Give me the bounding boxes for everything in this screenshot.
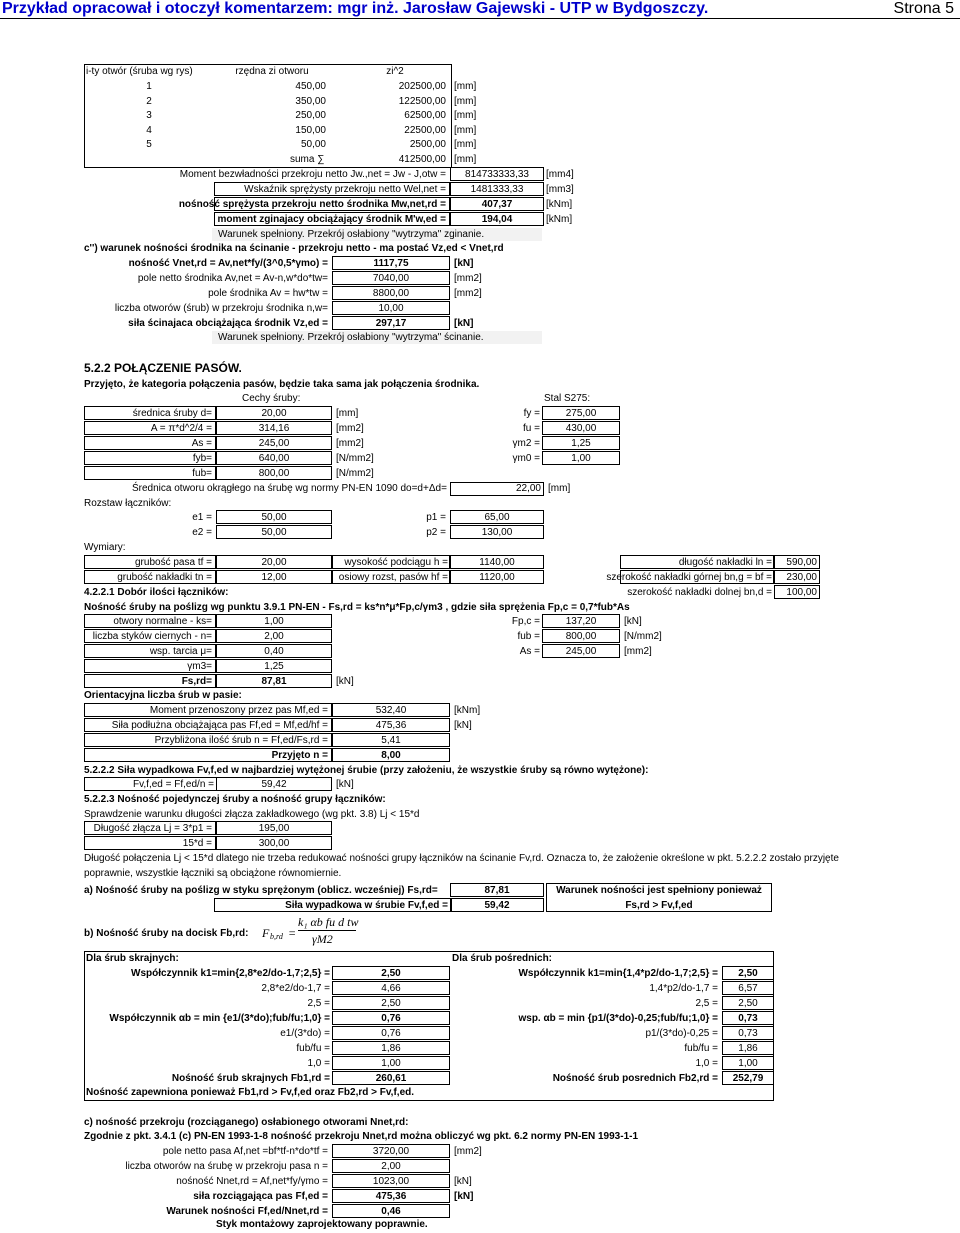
shear-title: c'') warunek nośności środnika na ścinanie - przekroju netto - ma postać Vz,ed < Vnet,rd <box>84 243 504 254</box>
slip-right-label: fub = <box>517 631 540 642</box>
slip-value: 2,00 <box>264 631 284 642</box>
condition-line-2: Fs,rd > Fv,f,ed <box>625 900 693 911</box>
c-value: 475,36 <box>375 1191 407 1202</box>
bend-value: 194,04 <box>481 214 513 225</box>
fvfed-value: 59,42 <box>261 779 287 790</box>
shear-value: 297,17 <box>375 318 407 329</box>
page-number: Strona 5 <box>893 0 954 17</box>
slip-check-value: 87,81 <box>484 885 510 896</box>
slip-right-value: 800,00 <box>565 631 597 642</box>
edge-label: Współczynnik k1=min{2,8*e2/do-1,7;2,5} = <box>131 968 330 979</box>
dim-c-value: 230,00 <box>786 572 817 583</box>
edge-value: 260,61 <box>375 1073 407 1084</box>
steel-label: fu = <box>523 423 540 434</box>
hole-z: 150,00 <box>295 124 326 136</box>
bolt-label: średnica śruby d= <box>132 408 212 419</box>
section-4-2-2-1: 4.2.2.1 Dobór ilości łączników: <box>84 587 229 598</box>
note-line-2: poprawnie, wszystkie łączniki są obciążone równomiernie. <box>84 868 342 879</box>
header-title: Przykład opracował i otoczył komentarzem: mgr inż. Jarosław Gajewski - UTP w Bydgoszczy. <box>2 0 709 17</box>
formula-eq: = <box>288 926 297 940</box>
spacing-value-2: 130,00 <box>481 527 513 538</box>
slip-label: liczba styków ciernych - n= <box>92 631 212 642</box>
shear-unit: [kN] <box>454 318 474 329</box>
shear-value: 8800,00 <box>372 288 410 299</box>
lj-label: Długość złącza Lj = 3*p1 = <box>93 823 212 834</box>
steel-label: fy = <box>523 408 540 419</box>
formula-sub: b,rd <box>270 932 283 941</box>
slip-label: otwory normalne - ks= <box>113 616 212 627</box>
hole-index: 1 <box>146 81 152 92</box>
orient-label: Siła podłużna obciążająca pas Ff,ed = Mf,ed/hf = <box>111 720 328 731</box>
shear-label: pole środnika Av = hw*tw = <box>208 288 328 299</box>
dim-a-label: grubość pasa tf = <box>135 557 212 568</box>
mid-label: wsp. αb = min {p1/(3*do)-0,25;fub/fu;1,0} = <box>518 1013 718 1024</box>
page-header <box>0 0 960 19</box>
shear-label: siła ścinajaca obciążająca środnik Vz,ed = <box>128 318 328 329</box>
c-label: siła rozciągająca pas Ff,ed = <box>193 1191 328 1202</box>
c-value: 3720,00 <box>372 1146 410 1157</box>
mid-value: 252,79 <box>732 1073 764 1084</box>
orient-value: 532,40 <box>375 705 407 716</box>
c-unit: [mm2] <box>454 1146 482 1157</box>
bolt-props-header: Cechy śruby: <box>242 393 301 404</box>
slip-value: 0,40 <box>264 646 284 657</box>
lj-value: 300,00 <box>258 838 290 849</box>
slip-right-unit: [N/mm2] <box>624 631 662 642</box>
c-subtitle: Zgodnie z pkt. 3.4.1 (c) PN-EN 1993-1-8 nośność przekroju Nnet,rd można obliczyć wg pkt. 6.2 normy PN-EN 1993-1-1 <box>84 1131 639 1142</box>
bottom-plate-width-value: 100,00 <box>786 587 817 598</box>
slip-right-unit: [mm2] <box>624 646 652 657</box>
slip-value: 87,81 <box>261 676 287 687</box>
dim-a-value: 20,00 <box>261 557 287 568</box>
steel-value: 1,25 <box>571 438 591 449</box>
formula-lhs: F <box>262 926 270 940</box>
spacing-label-2: p1 = <box>426 512 446 523</box>
dim-b-label: osiowy rozst, pasów hf = <box>338 572 448 583</box>
hole-diameter-value: 22,00 <box>515 483 541 494</box>
hole-z: 450,00 <box>295 81 326 92</box>
bend-label: Wskaźnik sprężysty przekroju netto Wel,net = <box>244 184 446 195</box>
shear-unit: [mm2] <box>454 288 482 299</box>
bolt-value: 800,00 <box>258 468 290 479</box>
dim-b-value: 1120,00 <box>479 572 515 583</box>
fvfed-label: Fv,f,ed = Ff,ed/n = <box>133 779 214 790</box>
slip-value: 1,25 <box>264 661 284 672</box>
bolt-label: fub= <box>192 468 212 479</box>
mid-label: p1/(3*do)-0,25 = <box>645 1028 718 1039</box>
c-label: pole netto pasa Af,net =bf*tf-n*do*tf = <box>162 1146 328 1157</box>
c-unit: [kN] <box>454 1176 472 1187</box>
bend-label: Moment bezwładności przekroju netto Jw.,net = Jw - J,otw = <box>179 169 446 180</box>
dim-a-value: 12,00 <box>261 572 287 583</box>
slip-unit: [kN] <box>336 676 354 687</box>
orient-label: Przybliżona ilość śrub n = Ff,ed/Fs,rd = <box>154 735 328 746</box>
edge-value: 2,50 <box>381 998 401 1009</box>
force-label: Siła wypadkowa w śrubie Fv,f,ed = <box>285 900 448 911</box>
bolt-unit: [N/mm2] <box>336 453 374 464</box>
spacing-label-2: p2 = <box>426 527 446 538</box>
slip-title: Nośność śruby na poślizg wg punktu 3.9.1 PN-EN - Fs,rd = ks*n*μ*Fp,c/γm3 , gdzie siła sprężenia Fp,c = 0,7*fub*As <box>84 602 630 613</box>
hole-index: 5 <box>146 139 152 151</box>
c-value: 1023,00 <box>372 1176 410 1187</box>
slip-right-label: Fp,c = <box>511 616 540 627</box>
hole-unit: [mm] <box>454 124 477 136</box>
bolt-value: 640,00 <box>258 453 290 464</box>
bolt-value: 314,16 <box>258 423 290 434</box>
bend-unit: [kNm] <box>546 199 573 210</box>
mid-label: 1,0 = <box>695 1058 718 1069</box>
orient-title: Orientacyjna liczba śrub w pasie: <box>84 690 242 701</box>
edge-value: 1,00 <box>381 1058 401 1069</box>
mid-label: Współczynnik k1=min{1,4*p2/do-1,7;2,5} = <box>518 968 718 979</box>
spacing-value-2: 65,00 <box>484 512 510 523</box>
bend-unit: [kNm] <box>546 214 573 225</box>
hole-unit: [mm] <box>454 81 477 92</box>
dim-c-value: 590,00 <box>786 557 817 568</box>
steel-value: 1,00 <box>571 453 591 464</box>
orient-unit: [kNm] <box>454 705 481 716</box>
edge-label: 2,5 = <box>307 998 330 1009</box>
fvfed-unit: [kN] <box>336 779 354 790</box>
c-value: 0,46 <box>381 1206 401 1217</box>
mid-value: 0,73 <box>738 1013 758 1024</box>
edge-value: 0,76 <box>381 1013 401 1024</box>
mid-label: 1,4*p2/do-1,7 = <box>649 983 718 994</box>
sum-value: 412500,00 <box>398 154 446 165</box>
shear-value: 10,00 <box>378 303 404 314</box>
steel-label: γm0 = <box>512 453 540 464</box>
dim-a-label: grubość nakładki tn = <box>117 572 212 583</box>
mid-value: 2,50 <box>738 968 758 979</box>
edge-label: Nośność śrub skrajnych Fb1,rd = <box>171 1073 330 1084</box>
shear-unit: [kN] <box>454 258 474 269</box>
hole-z: 350,00 <box>295 95 326 107</box>
mid-value: 0,73 <box>738 1028 758 1039</box>
length-check-text: Sprawdzenie warunku długości złącza zakładkowego (wg pkt. 3.8) Lj < 15*d <box>84 809 420 820</box>
hole-index: 2 <box>146 95 152 107</box>
bolt-unit: [mm2] <box>336 438 364 449</box>
bearing-ok: Nośność zapewniona ponieważ Fb1,rd > Fv,f,ed oraz Fb2,rd > Fv,f,ed. <box>86 1087 415 1098</box>
edge-label: 1,0 = <box>307 1058 330 1069</box>
orient-label: Moment przenoszony przez pas Mf,ed = <box>149 705 328 716</box>
c-label: nośność Nnet,rd = Af,net*fy/γmo = <box>176 1176 328 1187</box>
holes-col-z2: zi^2 <box>386 66 404 77</box>
note-line-1: Długość połączenia Lj < 15*d dlatego nie trzeba redukować nośności grupy łączników na ścinanie Fv,rd. Oznacza to, że założenie określone w pkt. 5.2.2.2 zostało przyjęte <box>84 853 839 864</box>
edge-value: 1,86 <box>381 1043 401 1054</box>
hole-index: 3 <box>146 110 152 122</box>
lj-value: 195,00 <box>258 823 290 834</box>
spacing-value: 50,00 <box>261 512 287 523</box>
edge-label: fub/fu = <box>296 1043 330 1054</box>
bolt-unit: [N/mm2] <box>336 468 374 479</box>
mid-label: 2,5 = <box>695 998 718 1009</box>
hole-unit: [mm] <box>454 95 477 107</box>
slip-check-label: a) Nośność śruby na poślizg w styku sprężonym (oblicz. wcześniej) Fs,rd= <box>84 885 438 896</box>
shear-value: 7040,00 <box>372 273 410 284</box>
lj-label: 15*d = <box>182 838 212 849</box>
hole-z2: 202500,00 <box>398 81 446 92</box>
mid-label: fub/fu = <box>684 1043 718 1054</box>
orient-value: 475,36 <box>375 720 407 731</box>
assumption-text: Przyjęto, że kategoria połączenia pasów, będzie taka sama jak połączenia środnika. <box>84 379 480 390</box>
mid-bolts-header: Dla śrub pośrednich: <box>452 953 553 964</box>
spacing-value: 50,00 <box>261 527 287 538</box>
edge-value: 0,76 <box>381 1028 401 1039</box>
dim-b-label: wysokość podciągu h = <box>344 557 448 568</box>
dims-header: Wymiary: <box>84 542 126 553</box>
shear-value: 1117,75 <box>373 258 409 269</box>
hole-diameter-label: Średnica otworu okrągłego na śrubę wg normy PN-EN 1090 do=d+Δd= <box>132 483 447 494</box>
shear-label: pole netto środnika Av,net = Av-n,w*do*tw= <box>137 273 328 284</box>
hole-unit: [mm] <box>454 139 477 151</box>
mid-label: Nośność śrub posrednich Fb2,rd = <box>552 1073 718 1084</box>
steel-header: Stal S275: <box>544 393 591 404</box>
hole-z2: 62500,00 <box>404 110 446 122</box>
c-title: c) nośność przekroju (rozciąganego) osłabionego otworami Nnet,rd: <box>84 1117 409 1128</box>
bolt-label: A = π*d^2/4 = <box>150 423 212 434</box>
shear-unit: [mm2] <box>454 273 482 284</box>
slip-value: 1,00 <box>264 616 284 627</box>
bolt-label: fyb= <box>192 453 212 464</box>
spacing-label: e2 = <box>192 527 212 538</box>
edge-value: 4,66 <box>381 983 401 994</box>
bend-value: 407,37 <box>481 199 513 210</box>
dim-c-label: szerokość nakładki górnej bn,g = bf = <box>606 572 772 583</box>
condition-line-1: Warunek nośności jest spełniony ponieważ <box>556 885 762 896</box>
orient-value: 8,00 <box>381 750 401 761</box>
bearing-formula <box>262 915 362 949</box>
sum-label: suma ∑ <box>290 154 325 165</box>
bolt-value: 245,00 <box>258 438 290 449</box>
c-label: Warunek nośności Ff,ed/Nnet,rd = <box>166 1206 328 1217</box>
spacing-label: e1 = <box>192 512 212 523</box>
shear-label: liczba otworów (śrub) w przekroju środnika n,w= <box>114 303 328 314</box>
c-unit: [kN] <box>454 1191 474 1202</box>
holes-col-z: rzędna zi otworu <box>235 66 309 77</box>
bend-value: 1481333,33 <box>470 184 524 195</box>
slip-right-label: As = <box>519 646 540 657</box>
edge-label: 2,8*e2/do-1,7 = <box>261 983 330 994</box>
bottom-plate-width-label: szerokość nakładki dolnej bn,d = <box>627 587 772 598</box>
bend-value: 814733333,33 <box>465 169 529 180</box>
hole-z2: 2500,00 <box>409 139 446 151</box>
bearing-label: b) Nośność śruby na docisk Fb,rd: <box>84 928 249 939</box>
orient-unit: [kN] <box>454 720 472 731</box>
steel-label: γm2 = <box>512 438 540 449</box>
formula-denominator: γM2 <box>312 932 333 946</box>
sum-unit: [mm] <box>454 154 477 165</box>
dim-b-value: 1140,00 <box>479 557 515 568</box>
section-5-2-2: 5.2.2 POŁĄCZENIE PASÓW. <box>84 361 242 375</box>
bolt-label: As = <box>191 438 212 449</box>
orient-value: 5,41 <box>381 735 401 746</box>
formula-numerator: k₁ αb fu d tw <box>298 915 359 929</box>
bend-label: moment zginajacy obciążający środnik M'w,ed = <box>217 214 446 225</box>
holes-col-i: i-ty otwór (śruba wg rys) <box>86 66 193 77</box>
bend-unit: [mm3] <box>546 184 574 195</box>
slip-label: wsp. tarcia μ= <box>149 646 212 657</box>
c-value: 2,00 <box>381 1161 401 1172</box>
hole-z: 250,00 <box>295 110 326 122</box>
edge-label: e1/(3*do) = <box>280 1028 330 1039</box>
shear-label: nośność Vnet,rd = Av,net*fy/(3^0,5*γmo) = <box>128 258 328 269</box>
edge-label: Współczynnik αb = min {e1/(3*do);fub/fu;1,0} = <box>109 1013 330 1024</box>
final-statement: Styk montażowy zaprojektowany poprawnie. <box>216 1219 428 1230</box>
hole-z2: 22500,00 <box>404 124 446 136</box>
edge-bolts-header: Dla śrub skrajnych: <box>86 953 179 964</box>
c-label: liczba otworów na śrubę w przekroju pasa n = <box>125 1161 328 1172</box>
mid-value: 2,50 <box>738 998 758 1009</box>
mid-value: 1,86 <box>738 1043 758 1054</box>
orient-label: Przyjęto n = <box>271 750 328 761</box>
hole-diameter-unit: [mm] <box>548 483 571 494</box>
hole-z2: 122500,00 <box>398 95 446 107</box>
slip-right-value: 137,20 <box>565 616 597 627</box>
spacing-header: Rozstaw łączników: <box>84 498 172 509</box>
section-5-2-2-2: 5.2.2.2 Siła wypadkowa Fv,f,ed w najbardziej wytężonej śrubie (przy założeniu, że wszystkie śruby są równo wytężone): <box>84 765 649 776</box>
mid-value: 6,57 <box>738 983 758 994</box>
hole-z: 50,00 <box>300 139 326 151</box>
slip-label: Fs,rd= <box>181 676 212 687</box>
bend-label: nośność sprężysta przekroju netto środnika Mw,net,rd = <box>178 199 446 210</box>
dim-c-label: długość nakładki ln = <box>678 557 772 568</box>
steel-value: 275,00 <box>565 408 597 419</box>
section-5-2-2-3: 5.2.2.3 Nośność pojedynczej śruby a nośność grupy łączników: <box>84 794 386 805</box>
bolt-unit: [mm2] <box>336 423 364 434</box>
slip-label: γm3= <box>187 661 212 672</box>
bolt-unit: [mm] <box>336 408 359 419</box>
bolt-value: 20,00 <box>261 408 287 419</box>
mid-value: 1,00 <box>738 1058 758 1069</box>
slip-right-value: 245,00 <box>565 646 597 657</box>
shear-ok: Warunek spełniony. Przekrój osłabiony "wytrzyma" ścinanie. <box>218 332 484 343</box>
bend-unit: [mm4] <box>546 169 574 180</box>
bend-ok: Warunek spełniony. Przekrój osłabiony "wytrzyma" zginanie. <box>218 229 485 240</box>
hole-unit: [mm] <box>454 110 477 122</box>
force-value: 59,42 <box>484 900 510 911</box>
edge-value: 2,50 <box>381 968 401 979</box>
steel-value: 430,00 <box>565 423 597 434</box>
slip-right-unit: [kN] <box>624 616 642 627</box>
hole-index: 4 <box>146 124 152 136</box>
